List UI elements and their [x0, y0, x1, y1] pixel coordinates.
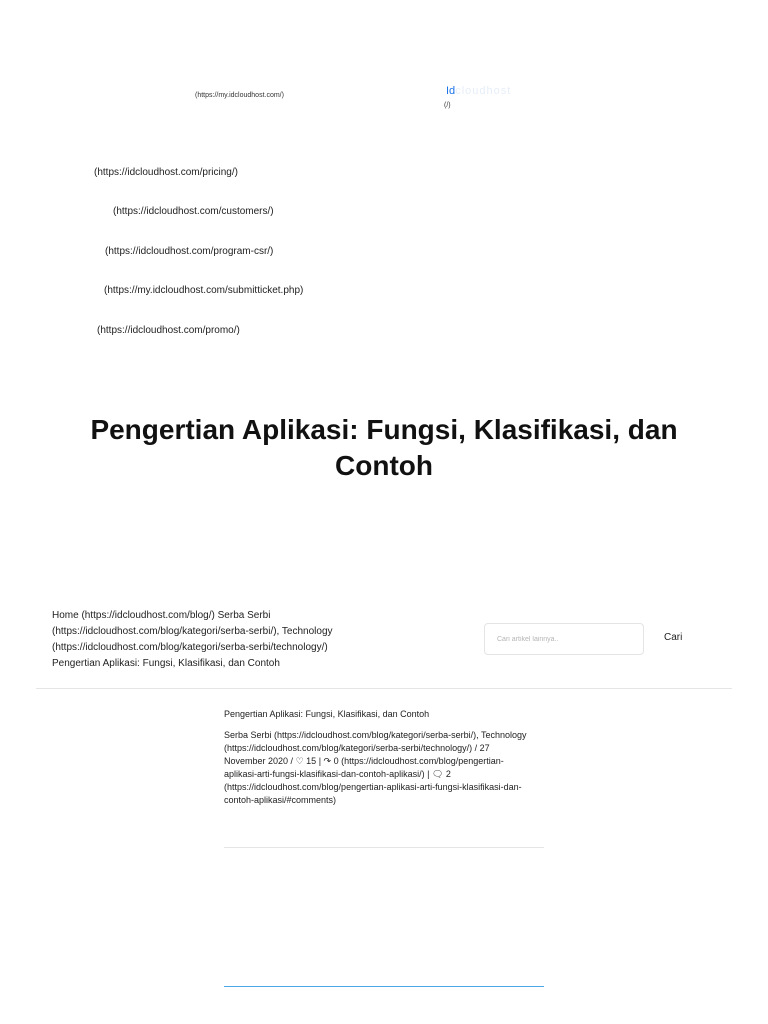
search-button[interactable]: Cari	[664, 632, 683, 643]
post-title: Pengertian Aplikasi: Fungsi, Klasifikasi, dan Contoh	[224, 709, 430, 719]
site-logo[interactable]	[446, 85, 511, 97]
logo-text: Id	[446, 85, 456, 97]
logo-ghost-text: cloudhost	[455, 85, 512, 97]
search-input[interactable]	[484, 623, 644, 655]
share-link[interactable]: (https://idcloudhost.com/blog/pengertian-aplikasi-arti-fungsi-klasifikasi-dan-contoh-aplikasi/) |	[224, 756, 504, 779]
heart-icon[interactable]: ♡	[295, 756, 304, 766]
nav-link-program-csr[interactable]: (https://idcloudhost.com/program-csr/)	[105, 246, 274, 257]
comment-icon[interactable]: 🗨	[431, 769, 444, 779]
like-count: 15	[306, 756, 317, 766]
post-meta	[224, 729, 529, 807]
comments-link[interactable]: (https://idcloudhost.com/blog/pengertian-aplikasi-arti-fungsi-klasifikasi-dan-contoh-aplikasi/#comments)	[224, 782, 522, 805]
page-title: Pengertian Aplikasi: Fungsi, Klasifikasi, dan Contoh	[90, 414, 678, 481]
post-divider	[224, 847, 544, 848]
home-link[interactable]: (/)	[444, 102, 451, 109]
share-count: 0	[333, 756, 339, 766]
breadcrumb[interactable]: Home (https://idcloudhost.com/blog/) Serba Serbi (https://idcloudhost.com/blog/kategori/serba-serbi/), Technology (https://idcloudhost.com/blog/kategori/serba-serbi/technology/) Pengertian Aplikasi: Fungsi, Klasifikasi, dan Contoh	[52, 610, 333, 669]
share-icon[interactable]: ↷	[323, 756, 332, 766]
section-divider	[36, 688, 732, 689]
comment-count: 2	[445, 769, 451, 779]
portal-link[interactable]: (https://my.idcloudhost.com/)	[195, 92, 284, 99]
nav-link-pricing[interactable]: (https://idcloudhost.com/pricing/)	[94, 167, 238, 178]
progress-line	[224, 986, 544, 987]
post-categories[interactable]: Serba Serbi (https://idcloudhost.com/blog/kategori/serba-serbi/), Technology (https://idcloudhost.com/blog/kategori/serba-serbi/technology/) / 27 November 2020 /	[224, 730, 527, 766]
separator: |	[318, 756, 322, 766]
nav-link-promo[interactable]: (https://idcloudhost.com/promo/)	[97, 325, 240, 336]
nav-link-submit-ticket[interactable]: (https://my.idcloudhost.com/submitticket.php)	[104, 285, 304, 296]
nav-link-customers[interactable]: (https://idcloudhost.com/customers/)	[113, 206, 274, 217]
